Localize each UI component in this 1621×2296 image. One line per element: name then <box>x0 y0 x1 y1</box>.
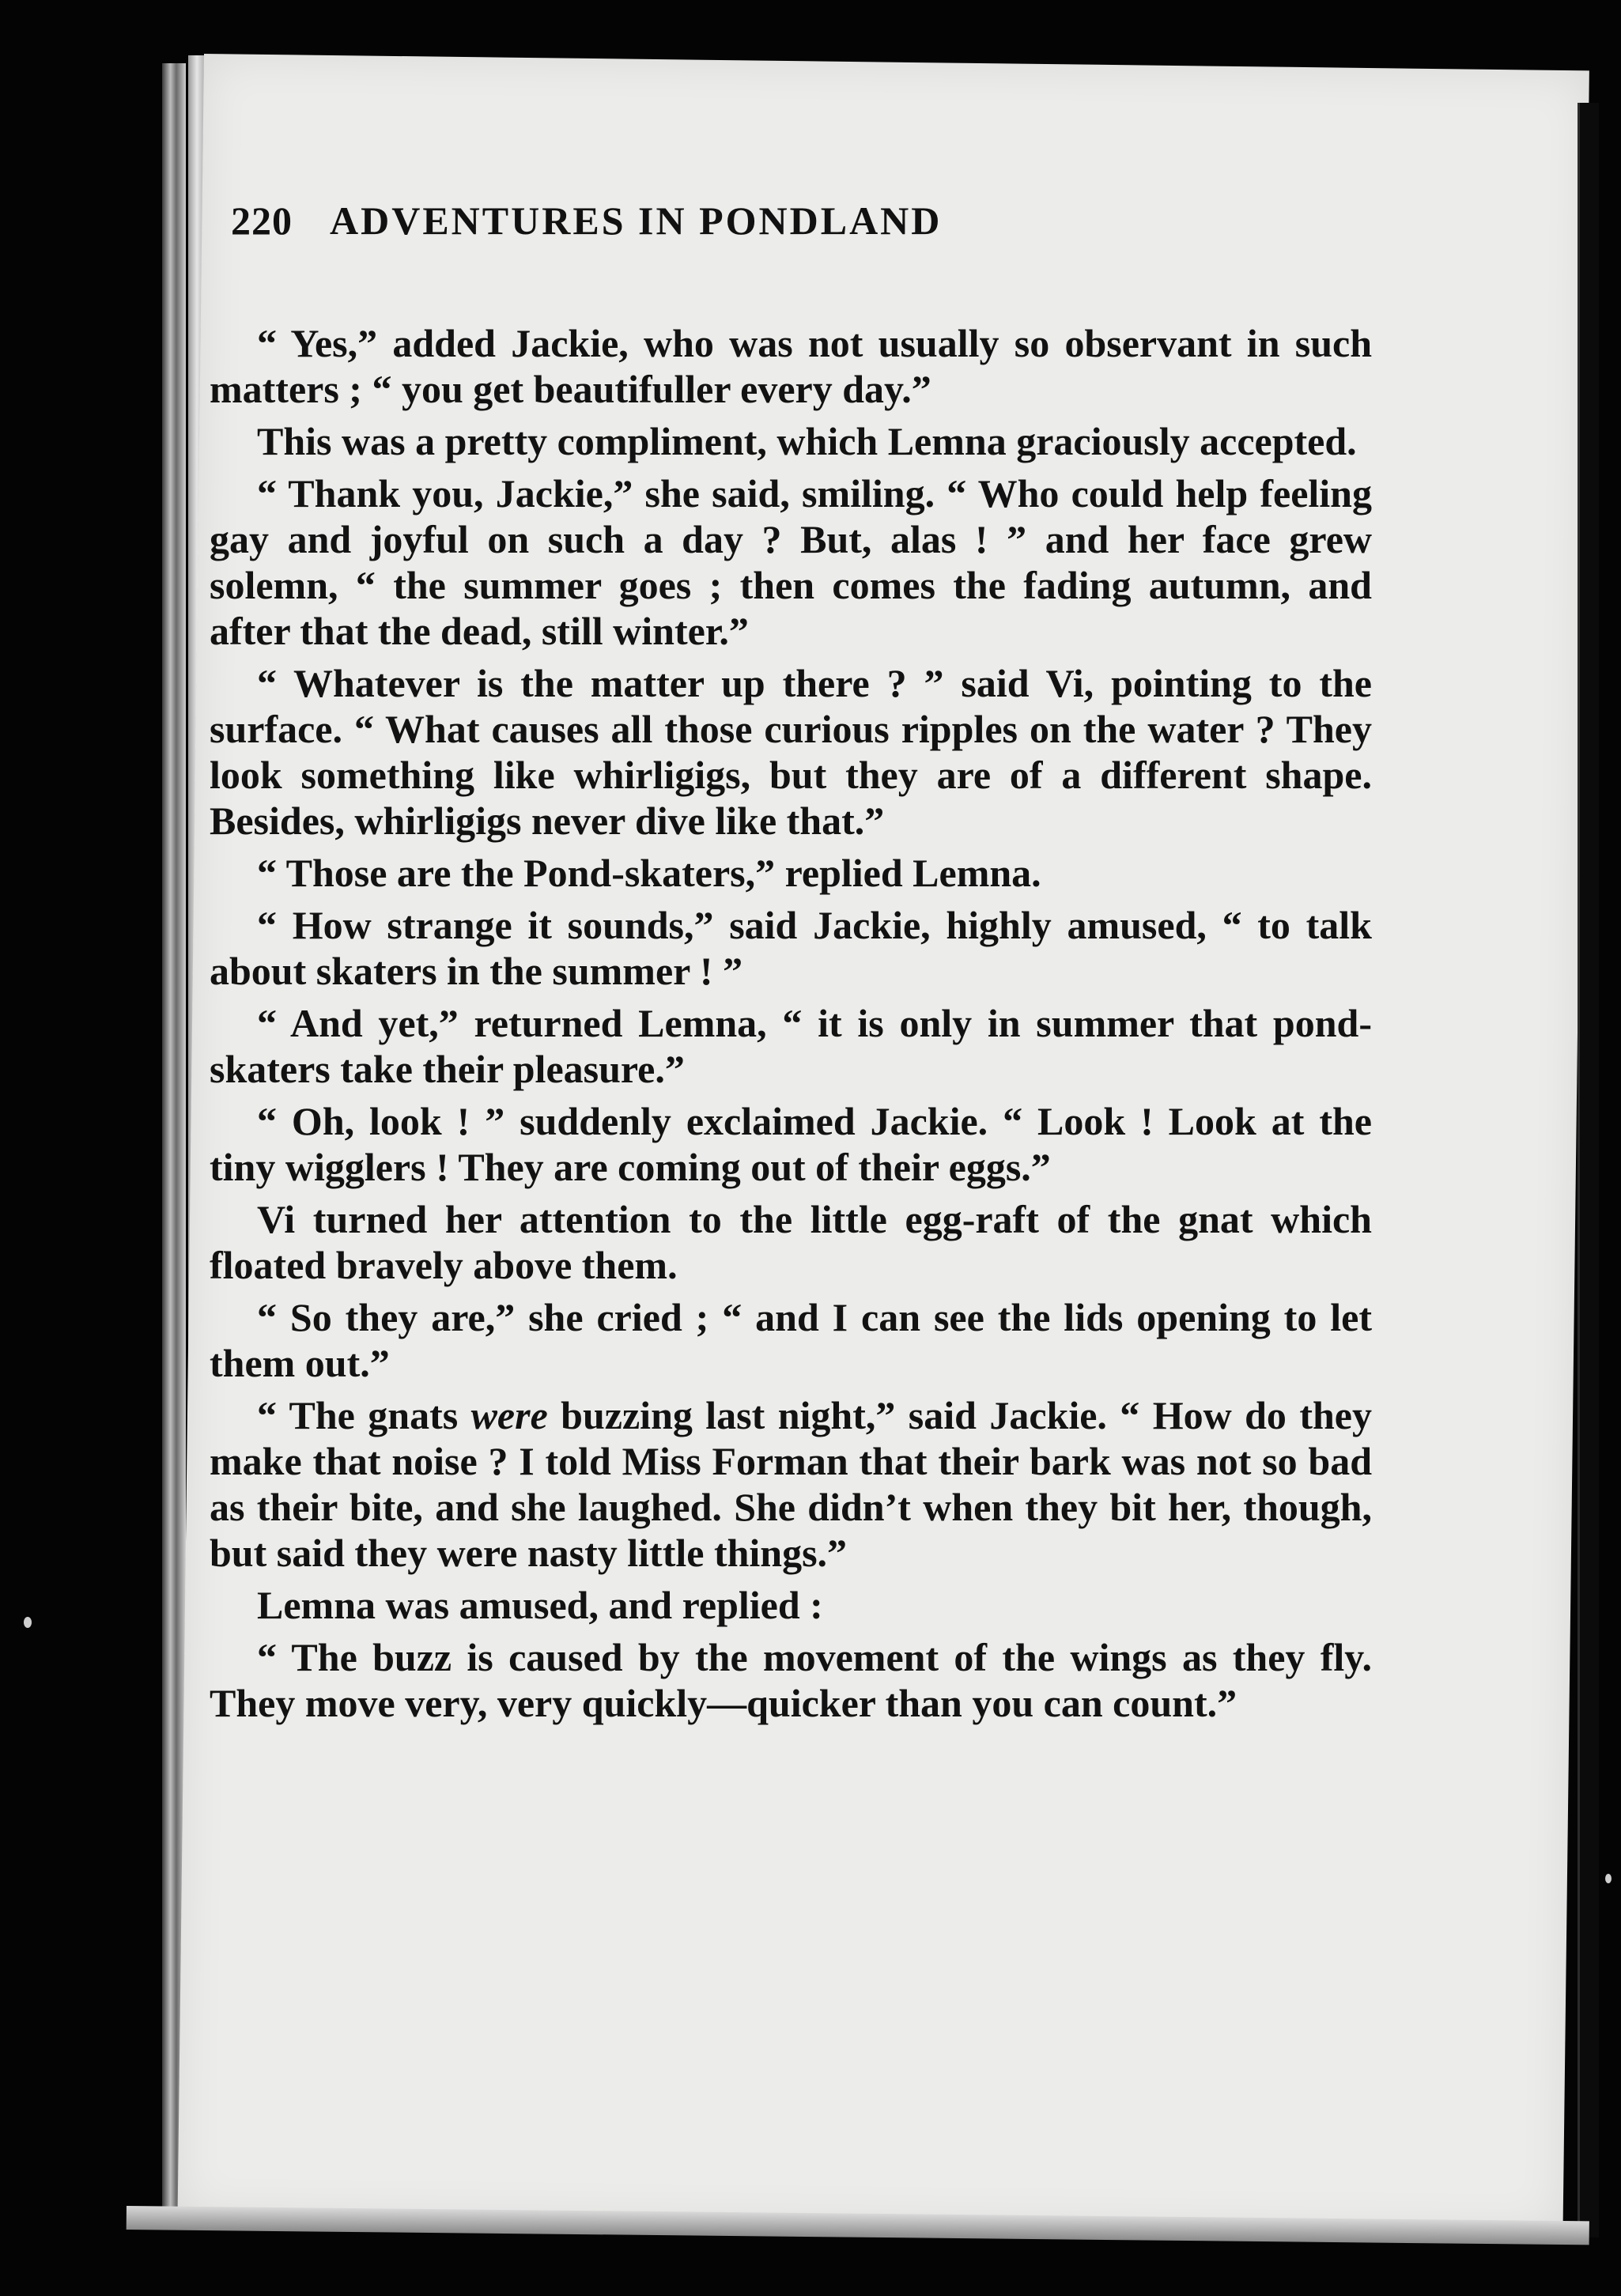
dust-speck <box>1605 1874 1612 1883</box>
paragraph: “ Whatever is the matter up there ? ” said Vi, pointing to the surface. “ What causes all those curious ripples on the water ? They look something like whirligigs, but they are of a different shape. Besides, whirligigs never dive like that.” <box>210 661 1372 843</box>
paragraph: Lemna was amused, and replied : <box>257 1583 823 1627</box>
page-right-edge <box>1578 103 1599 2237</box>
paragraph: “ The buzz is caused by the movement of the wings as they fly. They move very, very quickly—quicker than you can count.” <box>210 1635 1372 1725</box>
paragraph: “ Thank you, Jackie,” she said, smiling. “ Who could help feeling gay and joyful on such a day ? But, alas ! ” and her face grew solemn, “ the summer goes ; then comes the fading autumn, and after that the dead, still winter.” <box>210 471 1372 653</box>
italic-emphasis: were <box>470 1393 548 1437</box>
page-header <box>231 198 1259 269</box>
page-number: 220 <box>231 198 293 243</box>
paragraph: “ And yet,” returned Lemna, “ it is only in summer that pond-skaters take their pleasure.” <box>210 1001 1372 1091</box>
paragraph: Vi turned her attention to the little egg-raft of the gnat which floated bravely above them. <box>210 1197 1372 1287</box>
paragraph: “ So they are,” she cried ; “ and I can see the lids opening to let them out.” <box>210 1295 1372 1385</box>
paragraph: This was a pretty compliment, which Lemna graciously accepted. <box>257 419 1357 463</box>
running-title: ADVENTURES IN PONDLAND <box>330 198 943 243</box>
paragraph-text: buzzing last night,” said Jackie. “ How do they make that noise ? I told Miss Forman that their bark was not so bad as their bite, and she laughed. She didn’t when they bit her, though, but said they were nasty little things.” <box>210 1393 1372 1575</box>
paragraph: “ Yes,” added Jackie, who was not usually so observant in such matters ; “ you get beautifuller every day.” <box>210 321 1372 411</box>
paragraph-text: “ The gnats <box>257 1393 471 1437</box>
paragraph <box>210 1392 1372 1576</box>
paragraph: “ How strange it sounds,” said Jackie, highly amused, “ to talk about skaters in the summer ! ” <box>210 903 1372 993</box>
body-text <box>210 320 1372 1732</box>
dust-speck <box>24 1617 32 1628</box>
paragraph: “ Those are the Pond-skaters,” replied Lemna. <box>257 851 1041 895</box>
paragraph: “ Oh, look ! ” suddenly exclaimed Jackie. “ Look ! Look at the tiny wigglers ! They are coming out of their eggs.” <box>210 1099 1372 1189</box>
